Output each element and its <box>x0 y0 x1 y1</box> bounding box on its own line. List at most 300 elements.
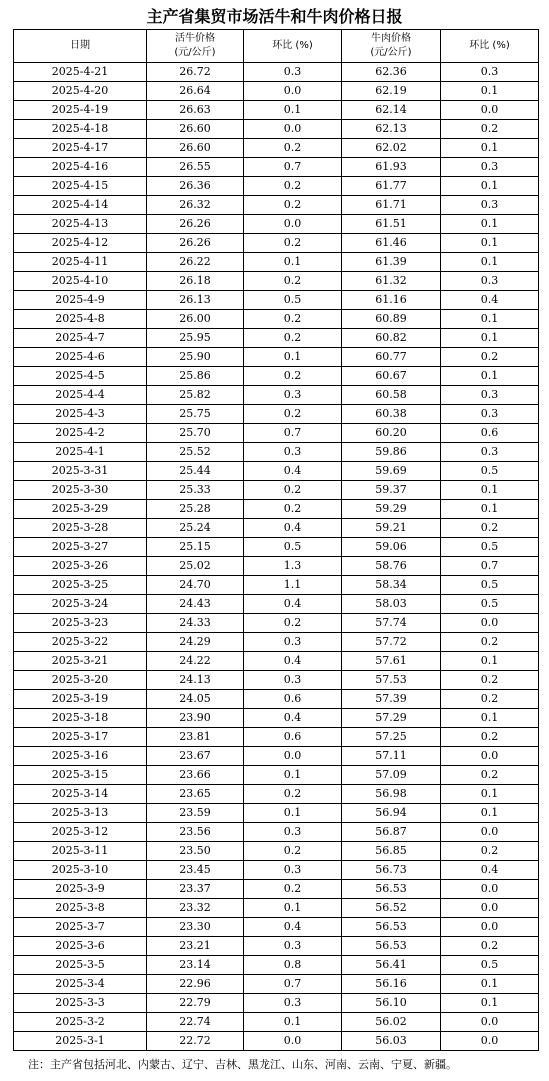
table-row <box>14 785 539 804</box>
table-row <box>14 101 539 120</box>
cell-beef-change: 0.0 <box>441 614 539 633</box>
cell-beef-change: 0.1 <box>441 234 539 253</box>
table-row <box>14 500 539 519</box>
table-row <box>14 728 539 747</box>
cell-beef-price: 56.73 <box>342 861 441 880</box>
cell-beef-change: 0.0 <box>441 823 539 842</box>
table-row <box>14 595 539 614</box>
cell-beef-change: 0.1 <box>441 652 539 671</box>
cell-date: 2025-4-10 <box>14 272 147 291</box>
table-row <box>14 462 539 481</box>
cell-cattle-price: 24.05 <box>147 690 244 709</box>
cell-cattle-change: 0.1 <box>244 348 342 367</box>
cell-beef-price: 57.09 <box>342 766 441 785</box>
cell-date: 2025-4-20 <box>14 82 147 101</box>
cell-cattle-price: 25.95 <box>147 329 244 348</box>
cell-beef-price: 57.72 <box>342 633 441 652</box>
cell-cattle-change: 0.2 <box>244 329 342 348</box>
cell-cattle-price: 25.52 <box>147 443 244 462</box>
cell-beef-price: 62.19 <box>342 82 441 101</box>
cell-date: 2025-3-9 <box>14 880 147 899</box>
cell-cattle-change: 0.3 <box>244 994 342 1013</box>
cell-beef-price: 62.36 <box>342 63 441 82</box>
cell-beef-price: 61.32 <box>342 272 441 291</box>
cell-date: 2025-3-2 <box>14 1013 147 1032</box>
cell-date: 2025-3-13 <box>14 804 147 823</box>
cell-cattle-change: 0.7 <box>244 975 342 994</box>
table-row <box>14 804 539 823</box>
cell-cattle-change: 0.1 <box>244 101 342 120</box>
table-row <box>14 405 539 424</box>
cell-beef-price: 56.53 <box>342 880 441 899</box>
cell-cattle-change: 0.4 <box>244 595 342 614</box>
cell-beef-change: 0.5 <box>441 462 539 481</box>
cell-beef-price: 61.51 <box>342 215 441 234</box>
cell-date: 2025-3-24 <box>14 595 147 614</box>
cell-beef-change: 0.3 <box>441 196 539 215</box>
cell-cattle-price: 23.21 <box>147 937 244 956</box>
cell-cattle-price: 23.59 <box>147 804 244 823</box>
cell-beef-price: 59.06 <box>342 538 441 557</box>
table-row <box>14 823 539 842</box>
cell-cattle-change: 0.7 <box>244 424 342 443</box>
table-row <box>14 576 539 595</box>
cell-beef-price: 56.98 <box>342 785 441 804</box>
cell-cattle-change: 0.5 <box>244 291 342 310</box>
cell-beef-price: 60.77 <box>342 348 441 367</box>
cell-cattle-change: 0.1 <box>244 804 342 823</box>
cell-cattle-change: 0.2 <box>244 500 342 519</box>
table-row <box>14 1032 539 1051</box>
table-row <box>14 766 539 785</box>
cell-cattle-price: 25.70 <box>147 424 244 443</box>
cell-date: 2025-3-20 <box>14 671 147 690</box>
table-row <box>14 842 539 861</box>
cell-beef-price: 56.53 <box>342 918 441 937</box>
cell-date: 2025-3-26 <box>14 557 147 576</box>
cell-date: 2025-3-22 <box>14 633 147 652</box>
cell-cattle-price: 26.36 <box>147 177 244 196</box>
cell-beef-change: 0.2 <box>441 671 539 690</box>
cell-cattle-price: 22.72 <box>147 1032 244 1051</box>
cell-date: 2025-3-12 <box>14 823 147 842</box>
table-body <box>14 63 539 1051</box>
cell-date: 2025-4-3 <box>14 405 147 424</box>
cell-date: 2025-3-18 <box>14 709 147 728</box>
cell-beef-change: 0.1 <box>441 804 539 823</box>
table-row <box>14 994 539 1013</box>
cell-date: 2025-4-11 <box>14 253 147 272</box>
cell-beef-change: 0.3 <box>441 386 539 405</box>
cell-beef-price: 60.38 <box>342 405 441 424</box>
cell-cattle-change: 0.0 <box>244 1032 342 1051</box>
cell-cattle-price: 22.79 <box>147 994 244 1013</box>
cell-date: 2025-4-17 <box>14 139 147 158</box>
cell-beef-price: 58.34 <box>342 576 441 595</box>
cell-cattle-change: 0.3 <box>244 633 342 652</box>
cell-beef-price: 59.69 <box>342 462 441 481</box>
cell-beef-change: 0.2 <box>441 937 539 956</box>
cell-date: 2025-3-29 <box>14 500 147 519</box>
cell-beef-change: 0.1 <box>441 253 539 272</box>
cell-date: 2025-4-18 <box>14 120 147 139</box>
table-row <box>14 956 539 975</box>
cell-date: 2025-4-9 <box>14 291 147 310</box>
table-row <box>14 633 539 652</box>
cell-beef-price: 57.53 <box>342 671 441 690</box>
cell-date: 2025-3-27 <box>14 538 147 557</box>
cell-beef-price: 60.82 <box>342 329 441 348</box>
cell-beef-change: 0.2 <box>441 728 539 747</box>
cell-beef-change: 0.2 <box>441 633 539 652</box>
cell-date: 2025-3-14 <box>14 785 147 804</box>
cell-cattle-change: 0.0 <box>244 82 342 101</box>
cell-date: 2025-3-31 <box>14 462 147 481</box>
cell-date: 2025-3-10 <box>14 861 147 880</box>
table-row <box>14 177 539 196</box>
cell-beef-change: 0.1 <box>441 481 539 500</box>
cell-date: 2025-3-30 <box>14 481 147 500</box>
table-row <box>14 1013 539 1032</box>
table-row <box>14 937 539 956</box>
cell-date: 2025-4-7 <box>14 329 147 348</box>
cell-beef-change: 0.1 <box>441 975 539 994</box>
header-cattle-price-unit: (元/公斤) <box>174 47 216 58</box>
cell-date: 2025-3-21 <box>14 652 147 671</box>
cell-cattle-change: 0.4 <box>244 918 342 937</box>
cell-cattle-change: 0.5 <box>244 538 342 557</box>
cell-cattle-price: 26.18 <box>147 272 244 291</box>
cell-cattle-change: 0.2 <box>244 272 342 291</box>
cell-beef-change: 0.5 <box>441 595 539 614</box>
cell-cattle-change: 1.1 <box>244 576 342 595</box>
cell-beef-price: 61.93 <box>342 158 441 177</box>
cell-cattle-change: 0.1 <box>244 899 342 918</box>
cell-beef-change: 0.1 <box>441 177 539 196</box>
cell-beef-change: 0.1 <box>441 82 539 101</box>
cell-cattle-change: 0.6 <box>244 690 342 709</box>
table-row <box>14 557 539 576</box>
cell-date: 2025-4-8 <box>14 310 147 329</box>
cell-beef-price: 62.14 <box>342 101 441 120</box>
table-row <box>14 861 539 880</box>
cell-beef-change: 0.3 <box>441 63 539 82</box>
cell-beef-price: 57.11 <box>342 747 441 766</box>
table-row <box>14 367 539 386</box>
cell-beef-change: 0.1 <box>441 994 539 1013</box>
table-row <box>14 899 539 918</box>
cell-cattle-change: 0.2 <box>244 614 342 633</box>
cell-beef-change: 0.2 <box>441 690 539 709</box>
cell-date: 2025-3-28 <box>14 519 147 538</box>
cell-beef-price: 61.71 <box>342 196 441 215</box>
cell-date: 2025-3-15 <box>14 766 147 785</box>
table-header-row <box>14 30 539 63</box>
cell-cattle-price: 26.22 <box>147 253 244 272</box>
cell-cattle-price: 23.45 <box>147 861 244 880</box>
header-cattle-price-name: 活牛价格 <box>175 33 215 44</box>
cell-cattle-price: 23.37 <box>147 880 244 899</box>
cell-cattle-price: 26.60 <box>147 139 244 158</box>
cell-beef-change: 0.5 <box>441 538 539 557</box>
cell-cattle-change: 0.4 <box>244 462 342 481</box>
table-row <box>14 348 539 367</box>
header-date: 日期 <box>14 30 147 63</box>
cell-date: 2025-3-25 <box>14 576 147 595</box>
cell-cattle-price: 24.70 <box>147 576 244 595</box>
cell-date: 2025-3-23 <box>14 614 147 633</box>
cell-beef-price: 60.58 <box>342 386 441 405</box>
cell-cattle-price: 23.81 <box>147 728 244 747</box>
cell-beef-change: 0.5 <box>441 956 539 975</box>
cell-cattle-price: 23.67 <box>147 747 244 766</box>
cell-date: 2025-3-19 <box>14 690 147 709</box>
cell-cattle-price: 25.90 <box>147 348 244 367</box>
cell-cattle-change: 0.3 <box>244 386 342 405</box>
cell-beef-change: 0.1 <box>441 310 539 329</box>
header-beef-change: 环比 (%) <box>441 30 539 63</box>
cell-cattle-change: 0.6 <box>244 728 342 747</box>
table-row <box>14 975 539 994</box>
cell-cattle-change: 0.3 <box>244 443 342 462</box>
cell-beef-price: 56.53 <box>342 937 441 956</box>
cell-cattle-price: 26.00 <box>147 310 244 329</box>
cell-beef-change: 0.0 <box>441 101 539 120</box>
cell-cattle-price: 24.33 <box>147 614 244 633</box>
price-table <box>13 29 539 1051</box>
table-row <box>14 158 539 177</box>
cell-cattle-price: 23.14 <box>147 956 244 975</box>
cell-beef-change: 0.1 <box>441 785 539 804</box>
cell-beef-price: 56.10 <box>342 994 441 1013</box>
cell-beef-change: 0.2 <box>441 519 539 538</box>
cell-beef-price: 59.29 <box>342 500 441 519</box>
cell-date: 2025-4-15 <box>14 177 147 196</box>
cell-cattle-price: 26.32 <box>147 196 244 215</box>
cell-cattle-change: 0.0 <box>244 215 342 234</box>
cell-date: 2025-4-16 <box>14 158 147 177</box>
table-row <box>14 253 539 272</box>
cell-date: 2025-3-3 <box>14 994 147 1013</box>
cell-beef-change: 0.0 <box>441 1032 539 1051</box>
cell-cattle-price: 23.90 <box>147 709 244 728</box>
cell-beef-change: 0.1 <box>441 367 539 386</box>
cell-beef-change: 0.2 <box>441 348 539 367</box>
table-row <box>14 652 539 671</box>
cell-cattle-change: 0.4 <box>244 519 342 538</box>
cell-beef-change: 0.1 <box>441 139 539 158</box>
cell-beef-price: 61.39 <box>342 253 441 272</box>
cell-cattle-change: 0.1 <box>244 1013 342 1032</box>
cell-beef-price: 56.02 <box>342 1013 441 1032</box>
header-beef-price-name: 牛肉价格 <box>371 33 411 44</box>
cell-date: 2025-3-8 <box>14 899 147 918</box>
cell-cattle-price: 25.44 <box>147 462 244 481</box>
table-row <box>14 386 539 405</box>
cell-cattle-change: 0.2 <box>244 196 342 215</box>
cell-cattle-change: 0.2 <box>244 139 342 158</box>
cell-date: 2025-4-5 <box>14 367 147 386</box>
table-row <box>14 139 539 158</box>
cell-beef-change: 0.0 <box>441 899 539 918</box>
cell-cattle-price: 25.02 <box>147 557 244 576</box>
cell-cattle-change: 0.2 <box>244 785 342 804</box>
cell-cattle-price: 24.43 <box>147 595 244 614</box>
header-cattle-price <box>147 30 244 63</box>
table-row <box>14 329 539 348</box>
cell-date: 2025-4-13 <box>14 215 147 234</box>
cell-date: 2025-3-7 <box>14 918 147 937</box>
cell-beef-price: 62.13 <box>342 120 441 139</box>
report-title: 主产省集贸市场活牛和牛肉价格日报 <box>146 7 403 26</box>
cell-cattle-change: 0.3 <box>244 861 342 880</box>
cell-cattle-price: 24.29 <box>147 633 244 652</box>
cell-beef-change: 0.4 <box>441 861 539 880</box>
cell-beef-change: 0.0 <box>441 747 539 766</box>
cell-cattle-change: 0.2 <box>244 234 342 253</box>
table-row <box>14 310 539 329</box>
cell-cattle-change: 0.0 <box>244 120 342 139</box>
cell-date: 2025-4-12 <box>14 234 147 253</box>
cell-cattle-price: 26.72 <box>147 63 244 82</box>
table-row <box>14 424 539 443</box>
cell-cattle-price: 26.55 <box>147 158 244 177</box>
cell-cattle-price: 23.56 <box>147 823 244 842</box>
cell-cattle-change: 0.3 <box>244 937 342 956</box>
cell-cattle-change: 0.4 <box>244 652 342 671</box>
cell-beef-price: 56.16 <box>342 975 441 994</box>
header-beef-price-unit: (元/公斤) <box>370 47 412 58</box>
cell-beef-change: 0.5 <box>441 576 539 595</box>
cell-beef-change: 0.1 <box>441 709 539 728</box>
table-row <box>14 538 539 557</box>
cell-beef-price: 56.94 <box>342 804 441 823</box>
table-row <box>14 709 539 728</box>
cell-date: 2025-3-5 <box>14 956 147 975</box>
cell-beef-price: 56.41 <box>342 956 441 975</box>
table-row <box>14 120 539 139</box>
cell-date: 2025-4-4 <box>14 386 147 405</box>
cell-beef-change: 0.6 <box>441 424 539 443</box>
cell-beef-price: 59.37 <box>342 481 441 500</box>
cell-cattle-price: 26.60 <box>147 120 244 139</box>
cell-cattle-price: 25.15 <box>147 538 244 557</box>
footnote: 注：主产省包括河北、内蒙古、辽宁、吉林、黑龙江、山东、河南、云南、宁夏、新疆。 <box>28 1058 457 1071</box>
cell-cattle-change: 0.7 <box>244 158 342 177</box>
cell-cattle-price: 25.75 <box>147 405 244 424</box>
cell-cattle-change: 0.1 <box>244 253 342 272</box>
cell-cattle-price: 24.22 <box>147 652 244 671</box>
cell-cattle-price: 25.28 <box>147 500 244 519</box>
cell-beef-price: 60.67 <box>342 367 441 386</box>
cell-date: 2025-3-1 <box>14 1032 147 1051</box>
cell-beef-price: 58.03 <box>342 595 441 614</box>
cell-cattle-price: 25.33 <box>147 481 244 500</box>
cell-beef-price: 57.39 <box>342 690 441 709</box>
cell-cattle-price: 23.65 <box>147 785 244 804</box>
cell-cattle-price: 22.96 <box>147 975 244 994</box>
cell-beef-price: 58.76 <box>342 557 441 576</box>
cell-date: 2025-4-21 <box>14 63 147 82</box>
table-row <box>14 196 539 215</box>
cell-beef-price: 56.03 <box>342 1032 441 1051</box>
cell-beef-change: 0.2 <box>441 766 539 785</box>
table-row <box>14 690 539 709</box>
cell-beef-change: 0.3 <box>441 405 539 424</box>
cell-beef-change: 0.0 <box>441 918 539 937</box>
cell-beef-price: 57.29 <box>342 709 441 728</box>
cell-beef-change: 0.2 <box>441 842 539 861</box>
cell-cattle-change: 0.2 <box>244 481 342 500</box>
cell-beef-price: 56.52 <box>342 899 441 918</box>
cell-beef-change: 0.2 <box>441 120 539 139</box>
cell-beef-change: 0.1 <box>441 329 539 348</box>
cell-cattle-price: 24.13 <box>147 671 244 690</box>
cell-cattle-change: 0.3 <box>244 671 342 690</box>
table-row <box>14 671 539 690</box>
cell-beef-change: 0.4 <box>441 291 539 310</box>
cell-beef-change: 0.3 <box>441 158 539 177</box>
cell-beef-change: 0.0 <box>441 880 539 899</box>
cell-cattle-price: 23.50 <box>147 842 244 861</box>
table-row <box>14 880 539 899</box>
cell-beef-price: 61.77 <box>342 177 441 196</box>
cell-beef-price: 57.61 <box>342 652 441 671</box>
cell-beef-price: 61.16 <box>342 291 441 310</box>
cell-cattle-price: 26.64 <box>147 82 244 101</box>
cell-beef-change: 0.3 <box>441 443 539 462</box>
cell-date: 2025-4-14 <box>14 196 147 215</box>
cell-cattle-change: 0.2 <box>244 842 342 861</box>
cell-beef-change: 0.1 <box>441 500 539 519</box>
cell-date: 2025-3-11 <box>14 842 147 861</box>
cell-beef-change: 0.3 <box>441 272 539 291</box>
cell-cattle-change: 0.3 <box>244 823 342 842</box>
table-row <box>14 291 539 310</box>
cell-cattle-change: 1.3 <box>244 557 342 576</box>
table-row <box>14 272 539 291</box>
cell-beef-price: 60.89 <box>342 310 441 329</box>
cell-beef-price: 59.86 <box>342 443 441 462</box>
cell-beef-price: 60.20 <box>342 424 441 443</box>
table-row <box>14 519 539 538</box>
cell-cattle-change: 0.2 <box>244 880 342 899</box>
cell-beef-price: 56.87 <box>342 823 441 842</box>
cell-cattle-price: 26.63 <box>147 101 244 120</box>
cell-date: 2025-4-19 <box>14 101 147 120</box>
cell-date: 2025-3-16 <box>14 747 147 766</box>
cell-beef-price: 59.21 <box>342 519 441 538</box>
cell-beef-price: 56.85 <box>342 842 441 861</box>
table-row <box>14 63 539 82</box>
table-row <box>14 747 539 766</box>
cell-date: 2025-3-4 <box>14 975 147 994</box>
cell-cattle-price: 23.30 <box>147 918 244 937</box>
cell-beef-change: 0.7 <box>441 557 539 576</box>
table-row <box>14 481 539 500</box>
cell-beef-price: 62.02 <box>342 139 441 158</box>
header-beef-price <box>342 30 441 63</box>
cell-date: 2025-3-17 <box>14 728 147 747</box>
cell-cattle-price: 25.86 <box>147 367 244 386</box>
cell-date: 2025-4-1 <box>14 443 147 462</box>
cell-beef-price: 57.25 <box>342 728 441 747</box>
cell-cattle-price: 25.82 <box>147 386 244 405</box>
cell-cattle-price: 22.74 <box>147 1013 244 1032</box>
cell-date: 2025-4-2 <box>14 424 147 443</box>
cell-cattle-price: 26.26 <box>147 215 244 234</box>
table-row <box>14 215 539 234</box>
